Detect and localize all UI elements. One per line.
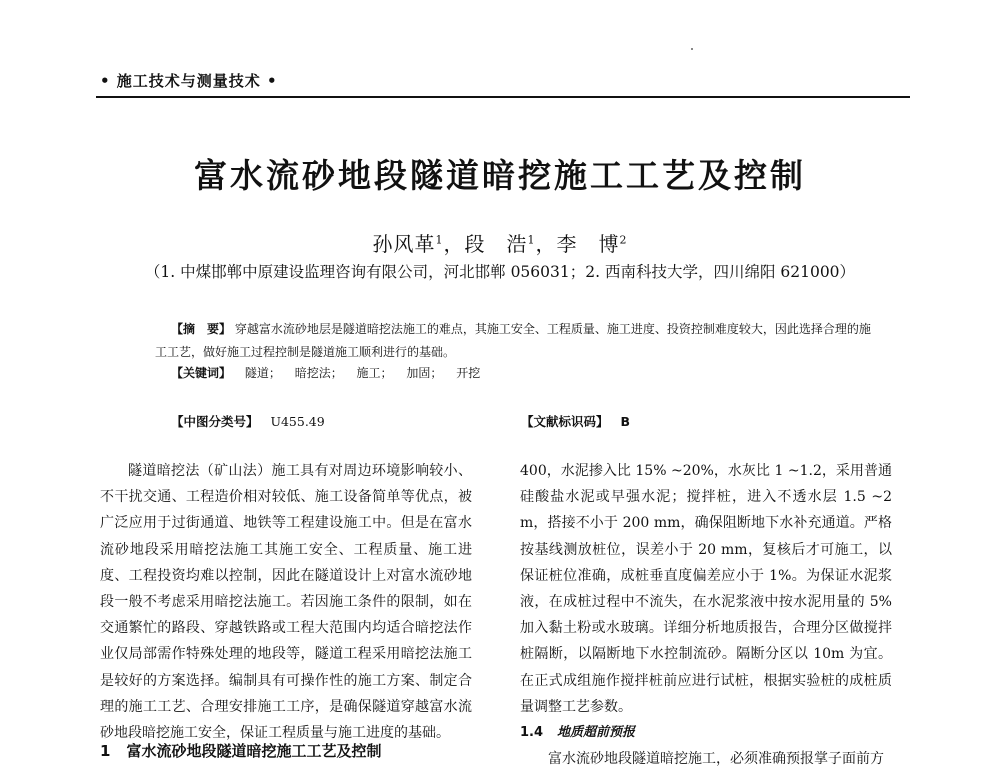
author-affil-mark: 2 bbox=[619, 233, 628, 247]
abstract-label: 【摘 要】 bbox=[171, 322, 232, 336]
section-heading bbox=[100, 740, 381, 761]
right-paragraph-2: 富水流砂地段隧道暗挖施工，必须准确预报掌子面前方 bbox=[548, 751, 884, 768]
left-column bbox=[100, 458, 472, 746]
journal-section-header: • 施工技术与测量技术 • bbox=[100, 72, 278, 90]
clc-number bbox=[171, 412, 325, 430]
affiliations: （1. 中煤邯郸中原建设监理咨询有限公司，河北邯郸 056031；2. 西南科技大学，四川绵阳 621000） bbox=[144, 263, 856, 281]
subsection-heading bbox=[520, 720, 892, 746]
right-column bbox=[520, 458, 892, 772]
author-list: 孙风革$^1$，段 浩$^1$，李 博$^2$ bbox=[372, 232, 628, 256]
abstract-text: 穿越富水流砂地层是隧道暗挖法施工的难点，其施工安全、工程质量、施工进度、投资控制难度较大，因此选择合理的施工工艺，做好施工过程控制是隧道施工顺利进行的基础。 bbox=[155, 322, 871, 359]
subsection-number: 1.4 bbox=[520, 725, 544, 741]
author-name: 李 博 bbox=[556, 232, 620, 256]
scan-speck bbox=[691, 48, 693, 50]
keyword: 开挖 bbox=[456, 366, 481, 380]
intro-paragraph: 隧道暗挖法（矿山法）施工具有对周边环境影响较小、不干扰交通、工程造价相对较低、施工设备简单等优点，被广泛应用于过街通道、地铁等工程建设施工中。但是在富水流砂地段采用暗挖法施工其施工安全、工程质量、施工进度、工程投资均难以控制，因此在隧道设计上对富水流砂地段一般不考虑采用暗挖法施工。若因施工条件的限制，如在交通繁忙的路段、穿越铁路或工程大范围内均适合暗挖法作业仅局部需作特殊处理的地段等，隧道工程采用暗挖法施工是较好的方案选择。编制具有可操作性的施工方案、制定合理的施工工艺、合理安排施工工序，是确保隧道穿越富水流砂地段暗挖施工安全，保证工程质量与施工进度的基础。 bbox=[100, 463, 472, 742]
keywords-label: 【关键词】 bbox=[171, 366, 232, 380]
keywords bbox=[171, 364, 480, 381]
author-affil-mark: 1 bbox=[435, 233, 444, 247]
author-affil-mark: 1 bbox=[527, 233, 536, 247]
doc-code-value: B bbox=[620, 414, 630, 429]
section-number: 1 bbox=[100, 742, 111, 760]
clc-value: U455.49 bbox=[270, 414, 325, 429]
subsection-title: 地质超前预报 bbox=[557, 725, 636, 741]
clc-label: 【中图分类号】 bbox=[171, 414, 259, 429]
author-name: 孙风革 bbox=[372, 232, 436, 256]
section-title: 富水流砂地段隧道暗挖施工工艺及控制 bbox=[126, 742, 382, 760]
keyword: 暗挖法； bbox=[294, 366, 343, 380]
keyword: 加固； bbox=[406, 366, 443, 380]
keyword: 隧道； bbox=[244, 366, 281, 380]
right-paragraph: 400，水泥掺入比 15% ~20%，水灰比 1 ~1.2，采用普通硅酸盐水泥或早强水泥；搅拌桩，进入不透水层 1.5 ~2 m，搭接不小于 200 mm，确保阻断地下水补充通道。严格按基线测放桩位，误差小于 20 mm，复核后才可施工，以保证桩位准确，成桩垂直度偏差应小于 1%。为保证水泥浆液，在成桩过程中不流失，在水泥浆液中按水泥用量的 5% 加入黏土粉或水玻璃。详细分析地质报告，合理分区做搅拌桩隔断，以隔断地下水控制流砂。隔断分区以 10m 为宜。在正式成组施作搅拌桩前应进行试桩，根据实验桩的成桩质量调整工艺参数。 bbox=[520, 463, 892, 715]
document-code bbox=[521, 412, 630, 430]
doc-code-label: 【文献标识码】 bbox=[521, 414, 609, 429]
header-rule bbox=[96, 96, 910, 98]
abstract bbox=[155, 318, 875, 364]
author-name: 段 浩 bbox=[464, 232, 528, 256]
paper-title: 富水流砂地段隧道暗挖施工工艺及控制 bbox=[194, 156, 806, 195]
keyword: 施工； bbox=[356, 366, 393, 380]
